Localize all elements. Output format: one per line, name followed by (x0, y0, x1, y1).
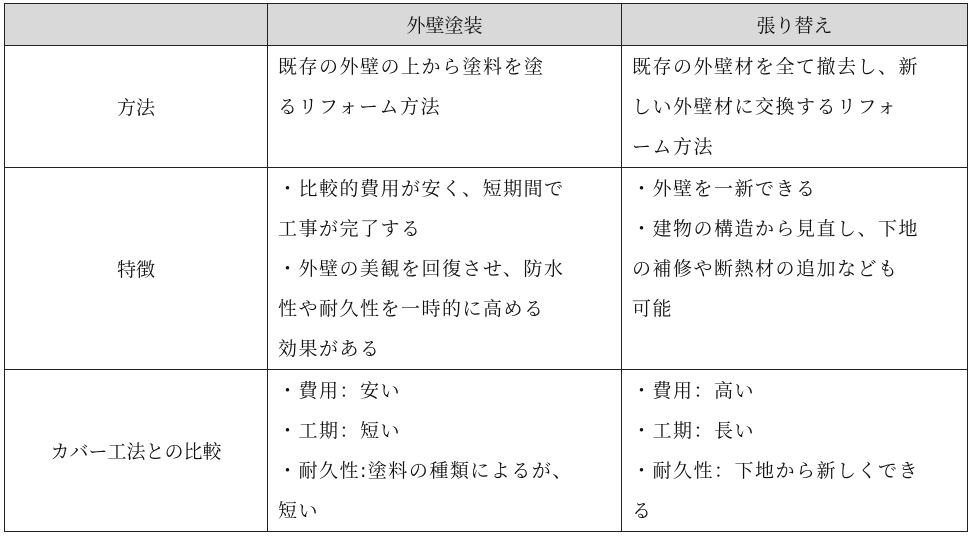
comparison-painting-cell (268, 370, 622, 532)
comparison-replacement-cell (622, 370, 968, 532)
cell-line: 工事が完了する (278, 218, 422, 240)
cell-line: 既存の外壁材を全て撤去し、新 (632, 56, 920, 78)
table-row-method (5, 46, 968, 168)
cell-line: 性や耐久性を一時的に高める (278, 298, 545, 320)
header-cell-painting: 外壁塗装 (268, 4, 622, 46)
cell-line: ・費用：安い (278, 380, 402, 402)
header-row (5, 4, 968, 46)
cell-line: ・建物の構造から見直し、下地 (632, 218, 920, 240)
features-painting-cell (268, 168, 622, 370)
cell-line: ・外壁の美観を回復させ、防水 (278, 258, 565, 280)
row-label-method: 方法 (5, 46, 268, 168)
cell-line: ・工期：長い (632, 420, 756, 442)
cell-line: 既存の外壁の上から塗料を塗 (278, 56, 545, 78)
cell-line: 可能 (632, 298, 674, 320)
cell-line: る (632, 500, 653, 522)
cell-line: ーム方法 (632, 136, 715, 158)
row-label-cover-comparison: カバー工法との比較 (5, 370, 268, 532)
table-row-features (5, 168, 968, 370)
comparison-table (4, 3, 968, 532)
row-label-features: 特徴 (5, 168, 268, 370)
cell-line: ・耐久性：下地から新しくでき (632, 460, 920, 482)
cell-line: ・外壁を一新できる (632, 178, 817, 200)
features-replacement-cell (622, 168, 968, 370)
header-cell-empty (5, 4, 268, 46)
header-cell-replacement: 張り替え (622, 4, 968, 46)
cell-line: るリフォーム方法 (278, 96, 442, 118)
table-row-cover-comparison (5, 370, 968, 532)
cell-line: の補修や断熱材の追加なども (632, 258, 899, 280)
cell-line: しい外壁材に交換するリフォ (632, 96, 898, 118)
cell-line: 短い (278, 500, 320, 522)
cell-line: ・費用：高い (632, 380, 756, 402)
cell-line: ・耐久性:塗料の種類によるが、 (278, 460, 573, 482)
cell-line: ・比較的費用が安く、短期間で (278, 178, 565, 200)
cell-line: ・工期：短い (278, 420, 402, 442)
method-replacement-cell (622, 46, 968, 168)
method-painting-cell (268, 46, 622, 168)
cell-line: 効果がある (278, 338, 381, 360)
